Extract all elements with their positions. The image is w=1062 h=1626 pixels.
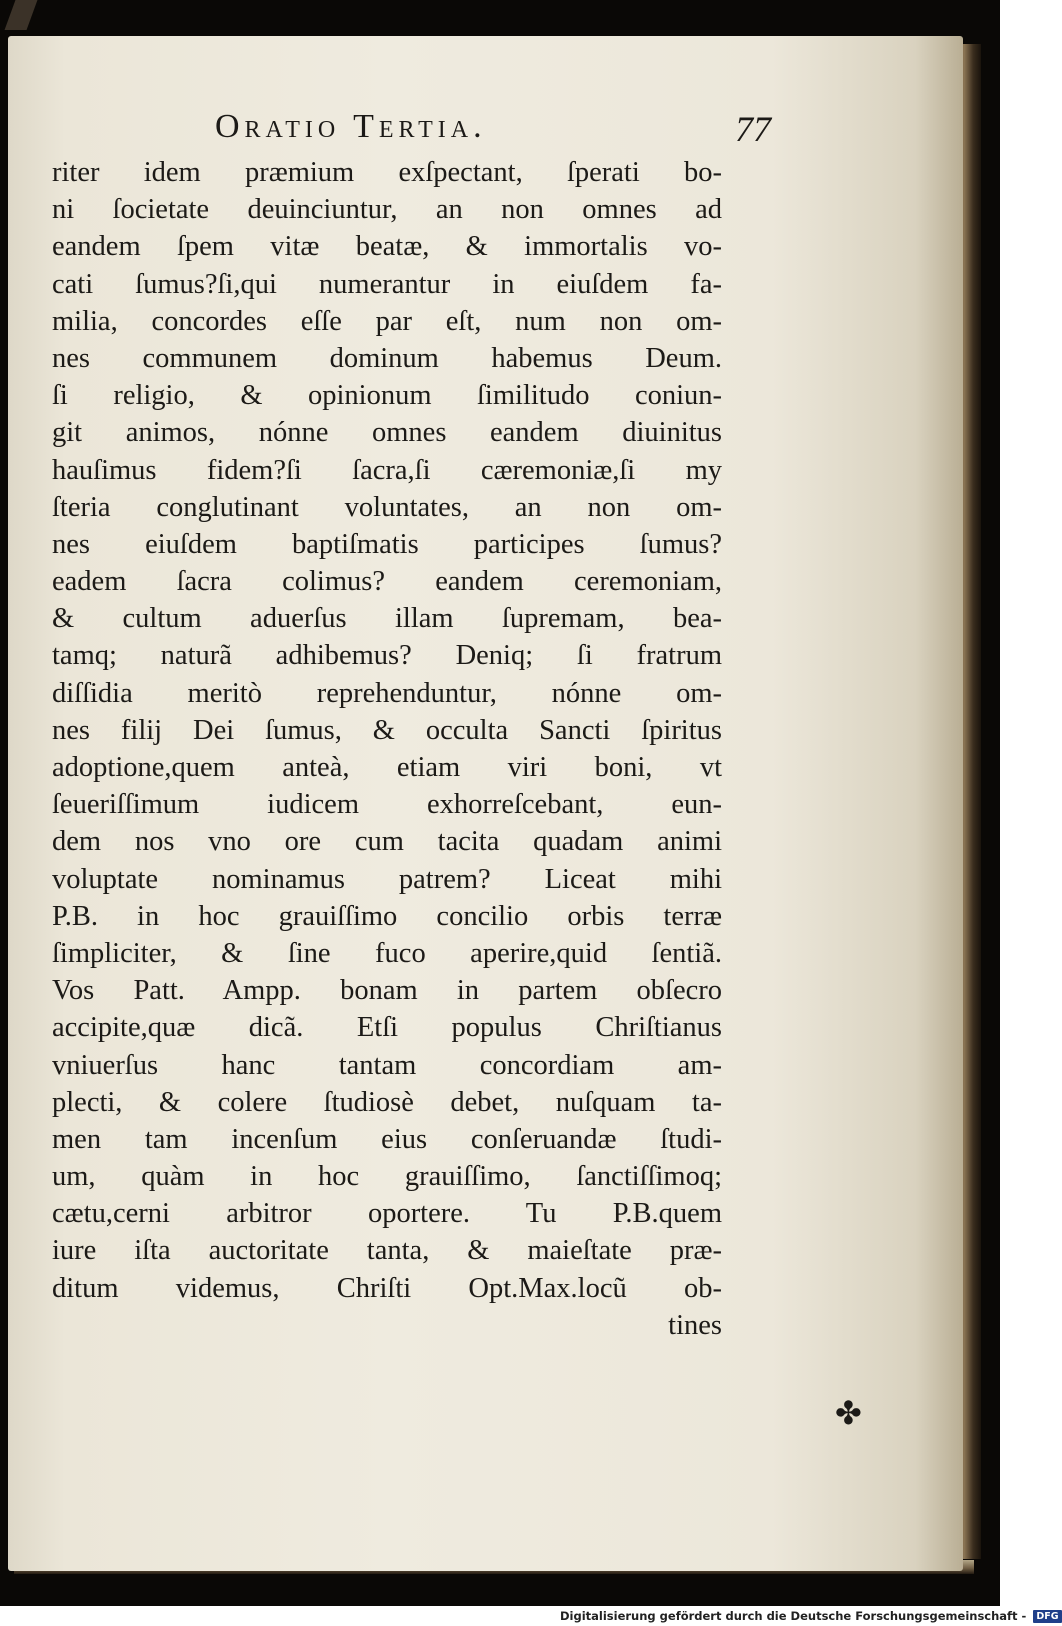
page-number: 77 — [735, 109, 771, 149]
text-line: hauſimus fidem?ſi ſacra,ſi cæremoniæ,ſi my — [52, 454, 722, 486]
dfg-logo: DFG — [1033, 1610, 1061, 1623]
text-line: ni ſocietate deuinciuntur, an non omnes ad — [52, 194, 722, 226]
text-line: accipite,quæ dicã. Etſi populus Chriſtianus — [52, 1012, 722, 1044]
text-line: tamq; naturã adhibemus? Deniq; ſi fratrum — [52, 640, 722, 672]
text-line: P.B. in hoc grauiſſimo concilio orbis terræ — [52, 900, 722, 932]
text-line: cætu,cerni arbitror oportere. Tu P.B.quem — [52, 1198, 722, 1230]
text-line: plecti, & colere ſtudiosè debet, nuſquam ta- — [52, 1086, 722, 1118]
text-line: ſimpliciter, & ſine fuco aperire,quid ſentiã. — [52, 937, 722, 969]
text-line: git animos, nónne omnes eandem diuinitus — [52, 417, 722, 449]
text-line: men tam incenſum eius conſeruandæ ſtudi- — [52, 1123, 722, 1155]
text-line: ditum videmus, Chriſti Opt.Max.locũ ob- — [52, 1272, 722, 1304]
text-line: diſſidia meritò reprehenduntur, nónne om- — [52, 677, 722, 709]
text-line: milia, concordes eſſe par eſt, num non om- — [52, 305, 722, 337]
page-header — [215, 108, 775, 152]
text-line: iure iſta auctoritate tanta, & maieſtate præ- — [52, 1235, 722, 1267]
text-line: & cultum aduerſus illam ſupremam, bea- — [52, 603, 722, 635]
body-text — [52, 154, 722, 1344]
text-line: nes eiuſdem baptiſmatis participes ſumus? — [52, 528, 722, 560]
text-line: ſeueriſſimum iudicem exhorreſcebant, eun- — [52, 789, 722, 821]
catchword: tines — [668, 1309, 722, 1341]
text-line: nes communem dominum habemus Deum. — [52, 342, 722, 374]
text-line: um, quàm in hoc grauiſſimo, ſanctiſſimoq; — [52, 1161, 722, 1193]
text-line: cati ſumus?ſi,qui numerantur in eiuſdem fa- — [52, 268, 722, 300]
running-title: Oratio Tertia. — [215, 108, 487, 145]
text-line: riter idem præmium exſpectant, ſperati bo- — [52, 157, 722, 188]
credit-text: Digitalisierung gefördert durch die Deutsche Forschungsgemeinschaft - — [560, 1609, 1027, 1623]
text-line: vniuerſus hanc tantam concordiam am- — [52, 1049, 722, 1081]
ink-blot-mark: ✤ — [835, 1394, 862, 1432]
text-line: nes filij Dei ſumus, & occulta Sancti ſpiritus — [52, 714, 722, 746]
text-line: dem nos vno ore cum tacita quadam animi — [52, 826, 722, 858]
text-line: ſi religio, & opinionum ſimilitudo coniun- — [52, 380, 722, 412]
text-line: adoptione,quem anteà, etiam viri boni, vt — [52, 752, 722, 783]
digitization-credit — [560, 1607, 1059, 1626]
text-line: eadem ſacra colimus? eandem ceremoniam, — [52, 566, 722, 598]
text-line: voluptate nominamus patrem? Liceat mihi — [52, 863, 722, 895]
text-line: Vos Patt. Ampp. bonam in partem obſecro — [52, 975, 722, 1007]
text-line: eandem ſpem vitæ beatæ, & immortalis vo- — [52, 231, 722, 263]
text-line: ſteria conglutinant voluntates, an non om- — [52, 491, 722, 523]
